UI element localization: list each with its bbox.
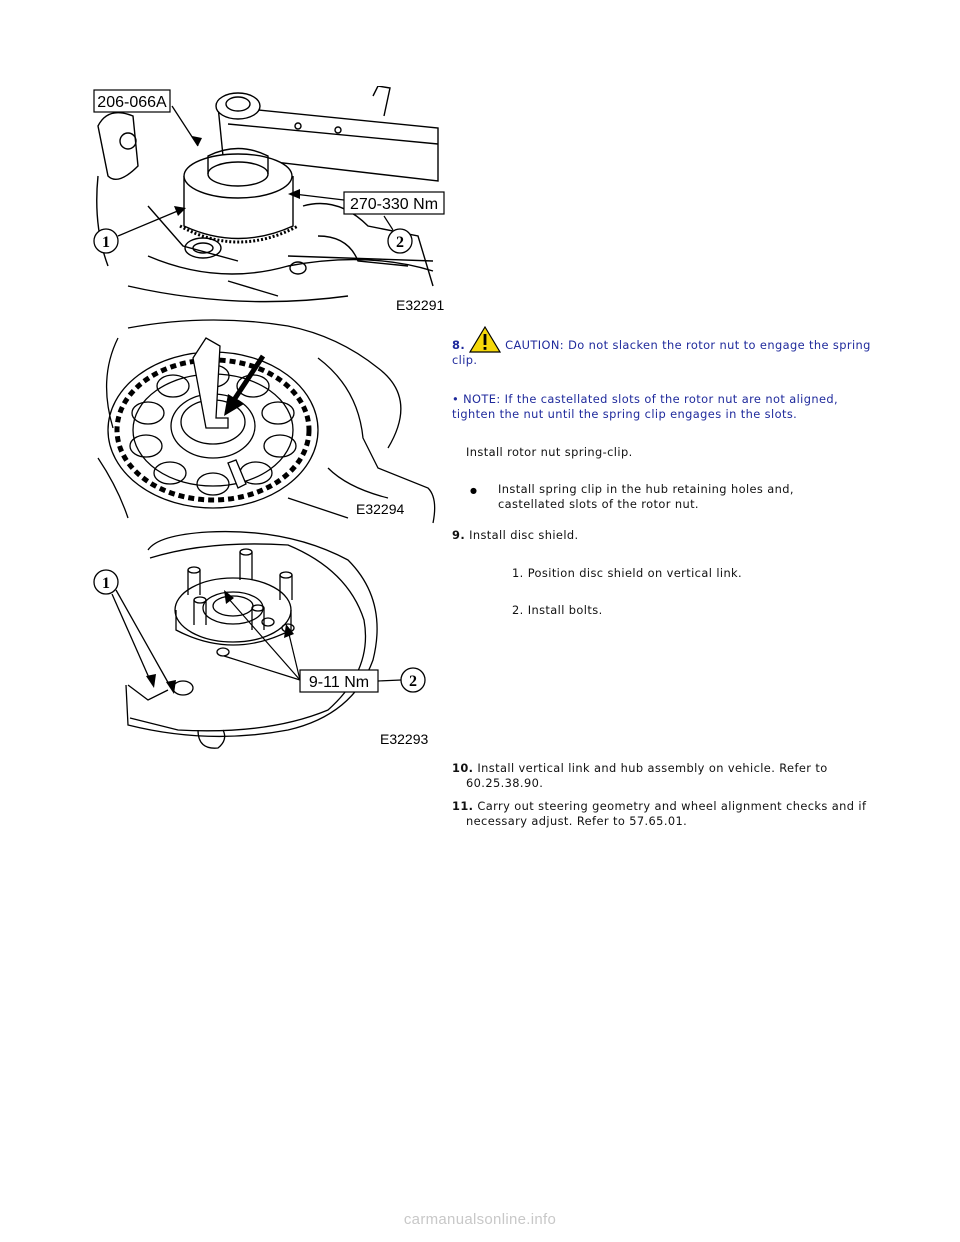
step-8-caution <box>452 325 882 368</box>
step-11 <box>452 799 886 829</box>
step-number: 9. <box>452 528 466 542</box>
step-9 <box>452 528 882 543</box>
callout-2: 2 <box>396 234 404 251</box>
torque-label: 270-330 Nm <box>349 196 439 213</box>
torque-label: 9-11 Nm <box>308 674 370 691</box>
step-8-note: • NOTE: If the castellated slots of the rotor nut are not aligned, tighten the nut until the spring clip engages in the slots. <box>452 392 839 421</box>
step-8-instruction: Install rotor nut spring-clip. <box>466 445 633 459</box>
bullet-text: Install spring clip in the hub retaining holes and, castellated slots of the rotor nut. <box>498 482 794 511</box>
footer-watermark: carmanualsonline.info <box>403 1211 557 1228</box>
rotor-nut-torque-illustration <box>88 86 448 316</box>
callout-2: 2 <box>409 673 417 690</box>
figure-disc-shield <box>88 530 448 752</box>
tool-number-label: 206-066A <box>97 94 167 111</box>
step-text: Install vertical link and hub assembly on vehicle. Refer to 60.25.38.90. <box>466 761 828 790</box>
step-text: Install disc shield. <box>469 528 579 542</box>
step-9-sub-2: 2. Install bolts. <box>512 603 603 617</box>
step-10 <box>452 761 886 791</box>
figure-ref: E32293 <box>380 731 429 747</box>
figure-ref: E32291 <box>396 297 445 313</box>
figure-ref: E32294 <box>356 501 405 517</box>
step-number: 11. <box>452 799 474 813</box>
step-number: 8. <box>452 338 466 352</box>
callout-1: 1 <box>102 575 110 592</box>
step-text: Carry out steering geometry and wheel alignment checks and if necessary adjust. Refer to 57.65.01. <box>466 799 867 828</box>
figure-spring-clip <box>88 318 448 524</box>
caution-icon <box>469 325 501 353</box>
figure-rotor-nut-torque <box>88 86 448 316</box>
disc-shield-illustration <box>88 530 448 752</box>
step-8-bullet <box>498 482 828 512</box>
callout-1: 1 <box>102 234 110 251</box>
step-9-sub-1: 1. Position disc shield on vertical link. <box>512 566 743 580</box>
spring-clip-illustration <box>88 318 448 524</box>
step-number: 10. <box>452 761 474 775</box>
caution-text: CAUTION: Do not slacken the rotor nut to engage the spring clip. <box>452 338 871 367</box>
